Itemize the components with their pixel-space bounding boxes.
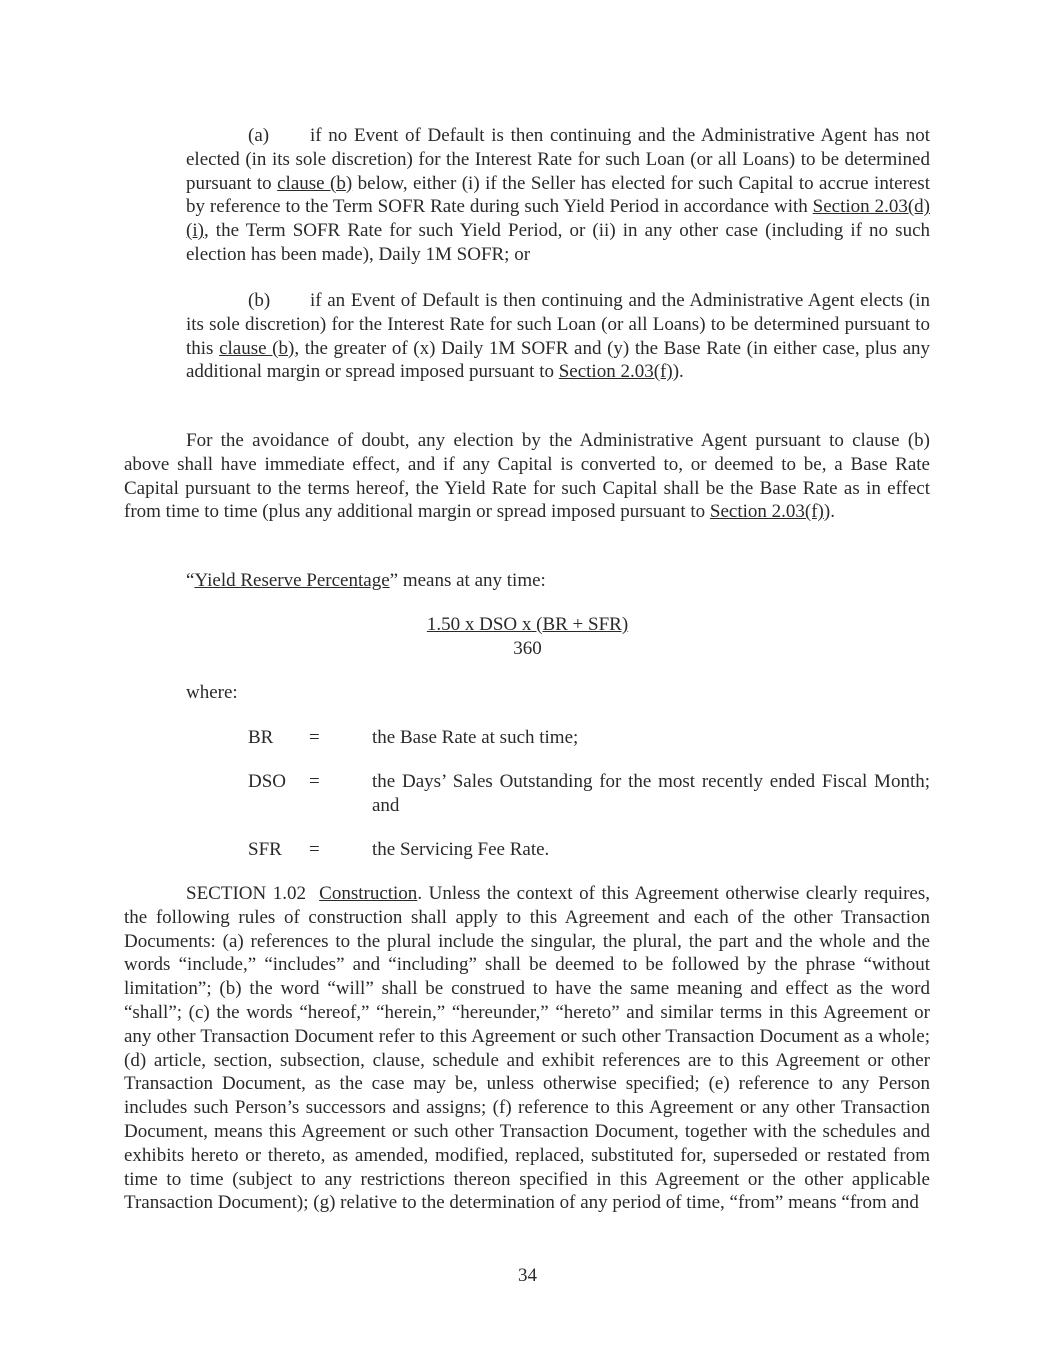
formula-denominator-row [0,637,1055,661]
avoidance-paragraph [124,429,930,524]
formula-numerator-row [0,613,1055,637]
clause-b-ref-clause-b: clause (b) [219,337,295,359]
clause-a-ref-clause-b: clause (b) [277,172,353,194]
clause-a-ref-section: Section 2.03(d)(i) [186,196,930,242]
section-102-heading: Construction [319,883,418,904]
clause-b-label: (b) [248,290,271,311]
clause-a-label: (a) [248,125,270,146]
page-number: 34 [518,1265,537,1286]
section-102-text: . Unless the context of this Agreement otherwise clearly requires, the following rules of construction shall apply to this Agreement and each of the other Transaction Documents: (a) references to the plural include the singular, the plural, the part and the whole and the words “include,” “includes” and “including” shall be deemed to be followed by the phrase “without limitation”; (b) the word “will” shall be construed to have the same meaning and effect as the word “shall”; (c) the words “hereof,” “herein,” “hereunder,” “hereto” and similar terms in this Agreement or any other Transaction Document refer to this Agreement or such other Transaction Document as a whole; (d) article, section, subsection, clause, schedule and exhibit references are to this Agreement or other Transaction Document, as the case may be, unless otherwise specified; (e) reference to any Person includes such Person’s successors and assigns; (f) reference to this Agreement or any other Transaction Document, means this Agreement or such other Transaction Document, together with the schedules and exhibits hereto or thereto, as amended, modified, replaced, substituted for, superseded or restated from time to time (subject to any restrictions thereon specified in this Agreement or the other applicable Transaction Document); (g) relative to the determination of any period of time, “from” means “from and [124,883,930,1214]
avoidance-text-2: ). [823,501,835,523]
clause-b-ref-section: Section 2.03(f) [558,361,673,383]
definition-text: the Servicing Fee Rate. [372,839,550,860]
yield-reserve-term: Yield Reserve Percentage [194,570,390,591]
definition-term: DSO [248,771,287,792]
yield-reserve-open-quote: “ [186,570,195,591]
avoidance-text-1: For the avoidance of doubt, any election by the Administrative Agent pursuant to clause (b) above shall have immediate effect, and if any Capital is converted to, or deemed to be, a Base Rate Capital pursuant to the terms hereof, the Yield Rate for such Capital shall be the Base Rate as in effect from time to time (plus any additional margin or spread imposed pursuant to [124,430,930,523]
yield-reserve-heading [186,569,546,593]
definition-text: the Days’ Sales Outstanding for the most recently ended Fiscal Month; and [372,771,930,816]
formula-numerator: 1.50 x DSO x (BR + SFR) [426,614,629,635]
definition-term: BR [248,727,274,748]
clause-a-paragraph [186,124,930,267]
clause-b-text-3: ). [672,361,684,383]
clause-a-text-3: , the Term SOFR Rate for such Yield Period, or (ii) in any other case (including if no such election has been made), Daily 1M SOFR; or [186,220,930,265]
yield-reserve-rest: ” means at any time: [389,570,546,591]
formula-denominator: 360 [513,638,542,659]
definition-equals: = [309,727,320,748]
section-102-label: SECTION 1.02 [186,883,307,904]
definition-term: SFR [248,839,282,860]
where-label: where: [186,682,238,703]
clause-b-paragraph [186,289,930,384]
avoidance-ref-section: Section 2.03(f) [709,501,824,523]
clause-a-text-1: if no Event of Default is then continuing and the Administrative Agent has not elected (in its sole discretion) for the Interest Rate for such Loan (or all Loans) to be determined pursuant to [186,125,930,194]
clause-b-text-2: , the greater of (x) Daily 1M SOFR and (y) the Base Rate (in either case, plus any additional margin or spread imposed pursuant to [186,337,930,383]
definition-text: the Base Rate at such time; [372,727,579,748]
definition-equals: = [309,839,320,860]
clause-b-text-1: if an Event of Default is then continuing and the Administrative Agent elects (in its sole discretion) for the Interest Rate for such Loan (or all Loans) to be determined pursuant to this [186,290,930,359]
definition-equals: = [309,771,320,792]
section-102-paragraph [124,882,930,1215]
clause-a-text-2: below, either (i) if the Seller has elected for such Capital to accrue interest by reference to the Term SOFR Rate during such Yield Period in accordance with [186,172,930,218]
